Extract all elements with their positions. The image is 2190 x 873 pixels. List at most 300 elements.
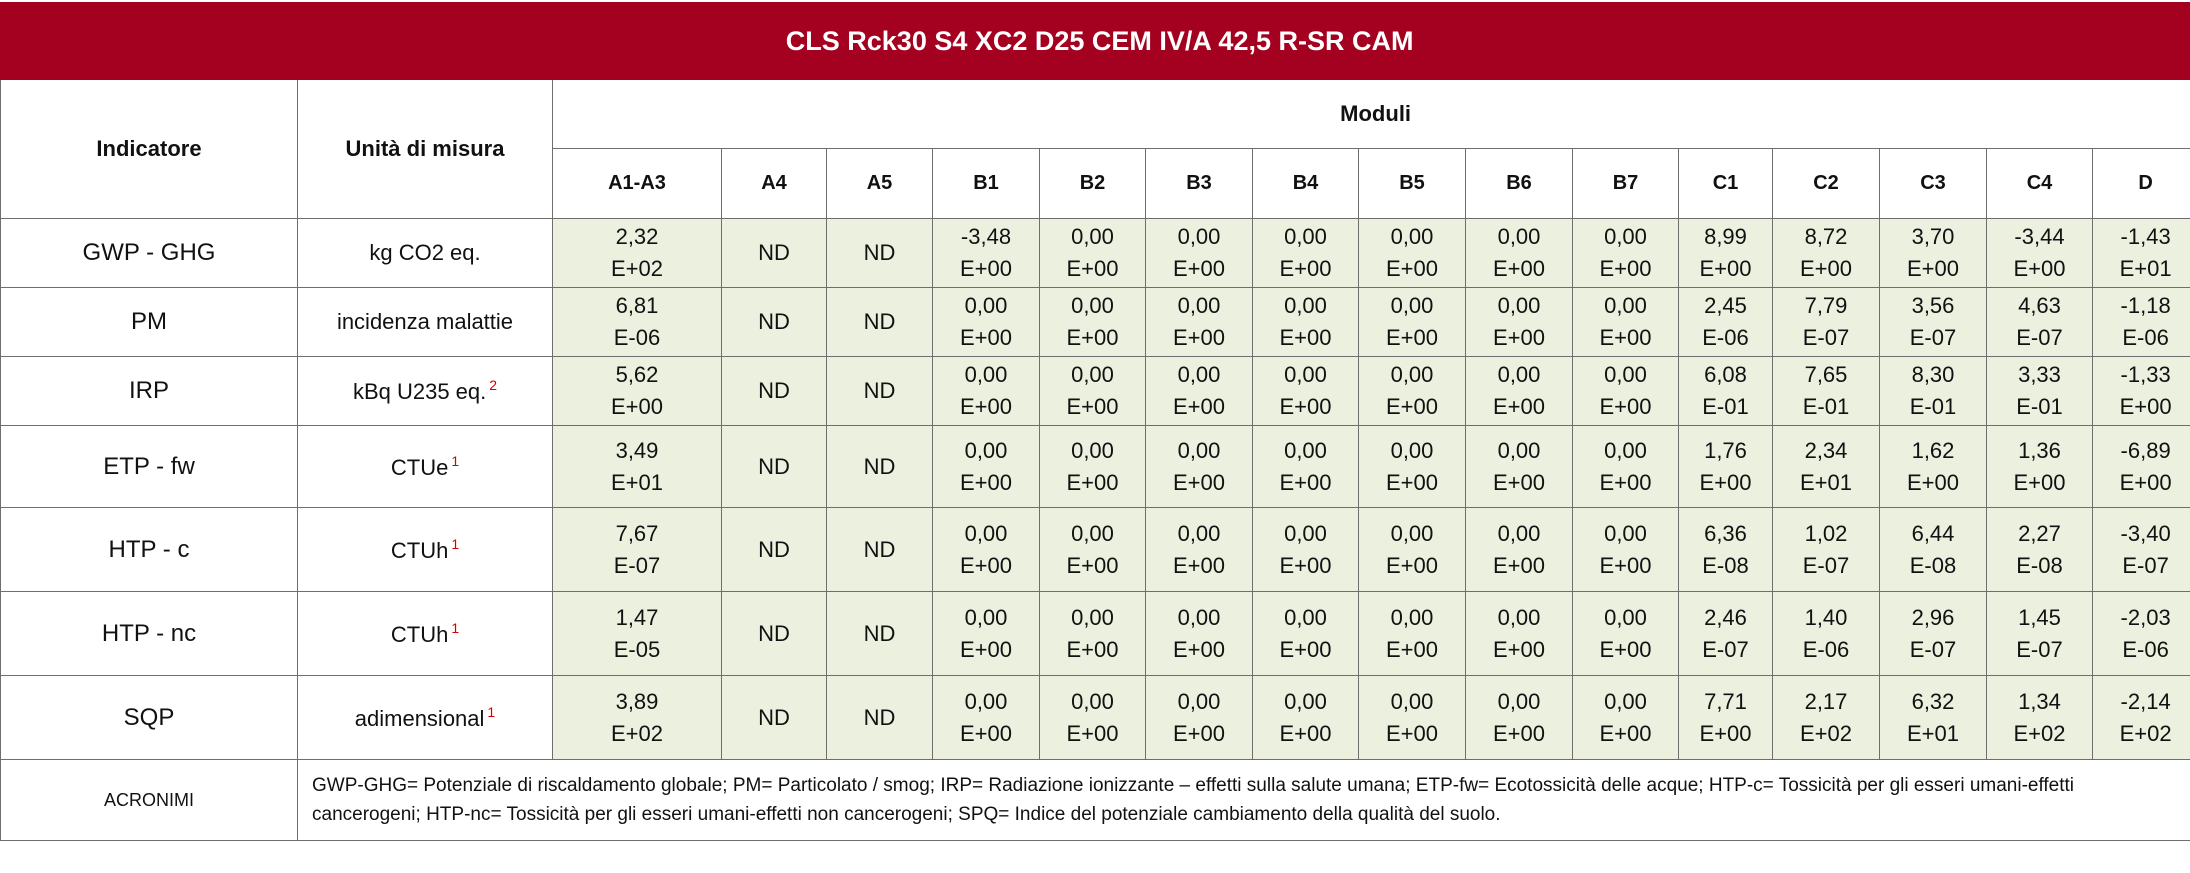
value-cell-a4 [722,426,827,508]
module-header-b1: B1 [933,149,1040,219]
value-cell-b3 [1146,219,1253,288]
value-cell-b6 [1466,357,1573,426]
module-header-b6: B6 [1466,149,1573,219]
value-cell-b2 [1040,508,1146,592]
value-mantissa: 0,00 [1071,688,1114,714]
value-exponent: E+00 [1493,720,1545,746]
value-mantissa: 6,08 [1704,362,1747,387]
module-header-a4: A4 [722,149,827,219]
value-exponent: E+00 [1386,325,1438,350]
value-exponent: E+00 [1386,552,1438,578]
value-exponent: E+00 [1173,256,1225,281]
value-cell-a1-a3 [553,426,722,508]
value-exponent: E+00 [1279,552,1332,578]
value-exponent: E-06 [1702,325,1749,350]
value-mantissa: 3,70 [1911,224,1955,249]
value-mantissa: -2,14 [2120,688,2171,714]
value-mantissa: 1,40 [1804,604,1848,630]
module-header-b7: B7 [1573,149,1679,219]
value-mantissa: 0,00 [1071,520,1114,546]
value-cell-c4 [1987,508,2093,592]
module-header-c1: C1 [1679,149,1773,219]
value-exponent: E+00 [1493,552,1545,578]
value-mantissa: 0,00 [964,688,1008,714]
value-mantissa: 2,46 [1704,604,1747,630]
value-mantissa: 2,96 [1911,604,1955,630]
value-exponent: E+00 [2013,256,2066,281]
value-exponent: E-07 [1802,325,1850,350]
value-cell-a1-a3 [553,288,722,357]
value-cell-b4 [1253,592,1359,676]
table-row [1,508,2190,592]
unit-cell [298,219,553,288]
value-cell-d [2093,592,2190,676]
value-cell-b3 [1146,426,1253,508]
value-exponent: E+01 [2119,256,2172,281]
value-cell-c1 [1679,288,1773,357]
module-header-b2: B2 [1040,149,1146,219]
value-mantissa: 1,45 [2018,604,2061,630]
value-cell-a4 [722,508,827,592]
value-exponent: E-08 [2016,552,2063,578]
value-mantissa: -1,33 [2120,362,2171,387]
value-cell-b4 [1253,288,1359,357]
indicator-cell: ETP - fw [1,426,298,508]
value-mantissa: 0,00 [1177,688,1221,714]
value-text: ND [863,704,896,730]
value-exponent: E+00 [1599,552,1652,578]
value-exponent: E+00 [1173,636,1225,662]
value-cell-c2 [1773,676,1880,760]
value-cell-b6 [1466,426,1573,508]
unit-label: kg CO2 eq. [369,240,481,265]
value-cell-b1 [933,592,1040,676]
value-cell-b2 [1040,219,1146,288]
value-mantissa: 0,00 [1390,437,1434,463]
module-header-a1-a3: A1-A3 [553,149,722,219]
module-header-d: D [2093,149,2190,219]
value-exponent: E-01 [1909,394,1957,419]
unit-label: kBq U235 eq. [352,379,487,404]
value-mantissa: 7,71 [1704,688,1747,714]
value-mantissa: 0,00 [1497,520,1541,546]
value-mantissa: 0,00 [1390,293,1434,318]
value-mantissa: 6,81 [615,293,659,318]
value-mantissa: 0,00 [1284,362,1327,387]
value-cell-b6 [1466,219,1573,288]
value-exponent: E+00 [960,636,1012,662]
value-exponent: E+00 [1066,325,1119,350]
value-cell-b6 [1466,592,1573,676]
indicator-cell: SQP [1,676,298,760]
value-cell-b7 [1573,288,1679,357]
value-exponent: E+00 [960,256,1012,281]
value-exponent: E+00 [611,394,663,419]
value-exponent: E+00 [1173,325,1225,350]
value-cell-b1 [933,426,1040,508]
value-exponent: E+02 [1800,720,1852,746]
value-exponent: E+00 [1173,720,1225,746]
value-mantissa: 0,00 [1071,437,1114,463]
value-cell-a4 [722,288,827,357]
indicator-cell: IRP [1,357,298,426]
value-exponent: E+00 [1279,325,1332,350]
value-cell-b1 [933,676,1040,760]
value-exponent: E+00 [1386,720,1438,746]
value-mantissa: 0,00 [1390,362,1434,387]
value-mantissa: 1,34 [2018,688,2061,714]
value-mantissa: 6,32 [1911,688,1955,714]
value-exponent: E+00 [1386,469,1438,495]
value-cell-c1 [1679,592,1773,676]
value-exponent: E-07 [1702,636,1749,662]
value-cell-c4 [1987,426,2093,508]
value-mantissa: 0,00 [1071,293,1114,318]
value-mantissa: 0,00 [1390,604,1434,630]
value-mantissa: 4,63 [2018,293,2061,318]
value-exponent: E-07 [1909,325,1957,350]
value-mantissa: 1,62 [1911,437,1955,463]
value-cell-c4 [1987,288,2093,357]
footnote-marker: 1 [451,452,460,469]
value-cell-c1 [1679,426,1773,508]
value-exponent: E+00 [1173,394,1225,419]
value-exponent: E+00 [1493,256,1545,281]
value-exponent: E+00 [1279,636,1332,662]
value-cell-a1-a3 [553,676,722,760]
value-cell-b2 [1040,676,1146,760]
value-cell-c1 [1679,219,1773,288]
value-text: ND [758,704,790,730]
value-exponent: E+00 [1599,325,1652,350]
value-mantissa: 2,32 [615,224,659,249]
value-cell-a1-a3 [553,508,722,592]
value-exponent: E+00 [2013,469,2066,495]
value-cell-c2 [1773,288,1880,357]
value-mantissa: 1,76 [1704,437,1747,463]
value-cell-b5 [1359,219,1466,288]
value-exponent: E+00 [1066,636,1119,662]
value-cell-b5 [1359,426,1466,508]
unit-label: incidenza malattie [336,309,514,334]
value-cell-c1 [1679,508,1773,592]
value-mantissa: 2,45 [1704,293,1747,318]
value-cell-d [2093,426,2190,508]
value-cell-a1-a3 [553,592,722,676]
unit-cell [298,676,553,760]
value-mantissa: 0,00 [964,437,1008,463]
value-exponent: E+00 [1279,256,1332,281]
value-exponent: E+00 [2119,469,2172,495]
value-cell-b3 [1146,592,1253,676]
value-cell-b7 [1573,508,1679,592]
value-mantissa: 6,36 [1704,520,1747,546]
value-exponent: E+00 [960,552,1012,578]
value-exponent: E+02 [611,720,663,746]
value-cell-c4 [1987,357,2093,426]
value-exponent: E+00 [1279,720,1332,746]
value-exponent: E-01 [2016,394,2063,419]
value-exponent: E+00 [1066,720,1119,746]
value-cell-b3 [1146,288,1253,357]
value-cell-b4 [1253,508,1359,592]
value-exponent: E+02 [611,256,663,281]
value-cell-b4 [1253,357,1359,426]
value-exponent: E+00 [1599,394,1652,419]
value-mantissa: 0,00 [1177,604,1221,630]
value-mantissa: 0,00 [1177,437,1221,463]
value-cell-c2 [1773,357,1880,426]
value-cell-c2 [1773,426,1880,508]
value-cell-b5 [1359,592,1466,676]
value-exponent: E+00 [2119,394,2172,419]
value-mantissa: 0,00 [964,604,1008,630]
value-cell-b2 [1040,357,1146,426]
footnote-marker: 2 [489,377,498,393]
acronyms-text: GWP-GHG= Potenziale di riscaldamento globale; PM= Particolato / smog; IRP= Radiazione ionizzante – effetti sulla salute umana; ETP-fw= Ecotossicità delle acque; HTP-c= Tossicità per gli esseri umani-effetti cancerogeni; HTP-nc= Tossicità per gli esseri umani-effetti non cancerogeni; SPQ= Indice del potenziale cambiamento della qualità del suolo. [298,760,2190,841]
value-cell-b3 [1146,357,1253,426]
value-text: ND [758,453,790,479]
value-mantissa: 0,00 [1071,224,1114,249]
value-mantissa: 0,00 [1497,293,1541,318]
value-exponent: E-07 [613,552,661,578]
value-mantissa: 0,00 [1284,688,1327,714]
module-header-a5: A5 [827,149,933,219]
value-exponent: E+00 [1599,256,1652,281]
value-mantissa: -3,40 [2120,520,2171,546]
unit-cell [298,508,553,592]
value-mantissa: -1,18 [2120,293,2171,318]
value-exponent: E-08 [1702,552,1749,578]
value-cell-c1 [1679,676,1773,760]
value-exponent: E+00 [1386,394,1438,419]
value-cell-a5 [827,288,933,357]
value-exponent: E+00 [1699,256,1752,281]
footnote-marker: 1 [451,619,460,636]
value-text: ND [758,240,790,265]
value-cell-a4 [722,592,827,676]
value-mantissa: -2,03 [2120,604,2171,630]
value-cell-a5 [827,592,933,676]
value-mantissa: 2,17 [1804,688,1848,714]
value-exponent: E+01 [611,469,663,495]
value-mantissa: 0,00 [1284,604,1327,630]
value-cell-a5 [827,676,933,760]
value-exponent: E+00 [1386,636,1438,662]
value-cell-b5 [1359,288,1466,357]
value-mantissa: 1,47 [615,604,659,630]
value-mantissa: 0,00 [1497,688,1541,714]
table-row [1,676,2190,760]
table-body [1,219,2190,841]
value-exponent: E+00 [960,325,1012,350]
value-cell-b7 [1573,357,1679,426]
value-cell-b7 [1573,426,1679,508]
value-cell-b3 [1146,508,1253,592]
value-mantissa: 7,65 [1804,362,1848,387]
indicator-cell: HTP - c [1,508,298,592]
value-mantissa: 2,27 [2018,520,2061,546]
value-exponent: E+00 [1599,469,1652,495]
value-mantissa: 0,00 [964,293,1008,318]
value-exponent: E+00 [1493,325,1545,350]
value-cell-b2 [1040,592,1146,676]
value-cell-b2 [1040,288,1146,357]
value-text: ND [758,620,790,646]
value-cell-b3 [1146,676,1253,760]
indicator-header: Indicatore [1,80,298,219]
modules-header: Moduli [553,80,2190,149]
value-exponent: E+00 [1173,469,1225,495]
value-cell-c3 [1880,219,1987,288]
value-mantissa: 0,00 [1497,604,1541,630]
value-exponent: E+00 [1907,256,1959,281]
value-cell-c4 [1987,219,2093,288]
value-exponent: E+02 [2119,720,2172,746]
value-cell-b6 [1466,508,1573,592]
value-mantissa: 0,00 [1604,520,1647,546]
value-mantissa: 0,00 [1071,362,1114,387]
value-mantissa: 0,00 [1177,362,1221,387]
value-exponent: E-08 [1909,552,1957,578]
unit-cell [298,426,553,508]
value-cell-a1-a3 [553,357,722,426]
value-exponent: E+00 [1066,394,1119,419]
value-cell-c3 [1880,676,1987,760]
value-mantissa: -3,48 [960,224,1012,249]
value-cell-a5 [827,508,933,592]
value-exponent: E+00 [1493,636,1545,662]
table-row [1,219,2190,288]
indicator-cell: GWP - GHG [1,219,298,288]
value-exponent: E-06 [2122,325,2169,350]
value-cell-a4 [722,676,827,760]
value-mantissa: 5,62 [615,362,659,387]
value-cell-d [2093,357,2190,426]
value-text: ND [863,453,896,479]
value-mantissa: 1,02 [1804,520,1848,546]
value-cell-d [2093,288,2190,357]
value-exponent: E-07 [1802,552,1850,578]
value-exponent: E+00 [960,469,1012,495]
value-exponent: E+02 [2013,720,2066,746]
unit-label: adimensional [354,705,485,731]
value-mantissa: 3,89 [615,688,659,714]
unit-cell [298,357,553,426]
value-exponent: E+00 [1599,720,1652,746]
value-exponent: E-07 [2122,552,2169,578]
value-cell-b4 [1253,219,1359,288]
value-cell-b4 [1253,676,1359,760]
table-row [1,288,2190,357]
value-cell-d [2093,219,2190,288]
value-text: ND [863,309,896,334]
value-mantissa: 8,30 [1911,362,1955,387]
acronyms-row [1,760,2190,841]
value-mantissa: 0,00 [964,520,1008,546]
value-exponent: E-05 [613,636,661,662]
value-cell-c2 [1773,508,1880,592]
footnote-marker: 1 [487,703,496,720]
module-header-c3: C3 [1880,149,1987,219]
value-mantissa: 1,36 [2018,437,2061,463]
value-cell-b5 [1359,676,1466,760]
value-mantissa: 6,44 [1911,520,1955,546]
table-row [1,426,2190,508]
value-exponent: E+00 [1279,469,1332,495]
value-exponent: E+00 [1907,469,1959,495]
value-exponent: E-01 [1702,394,1749,419]
value-exponent: E+00 [1699,720,1752,746]
value-text: ND [758,309,790,334]
value-cell-b4 [1253,426,1359,508]
value-mantissa: -1,43 [2120,224,2171,249]
value-text: ND [758,378,790,403]
value-cell-a5 [827,357,933,426]
value-cell-a4 [722,219,827,288]
value-exponent: E+00 [960,394,1012,419]
value-mantissa: 0,00 [1604,437,1647,463]
value-exponent: E-07 [2016,636,2063,662]
value-mantissa: 0,00 [1497,224,1541,249]
value-exponent: E+00 [1386,256,1438,281]
value-cell-b2 [1040,426,1146,508]
value-mantissa: 0,00 [1604,688,1647,714]
value-mantissa: 0,00 [1390,224,1434,249]
table-row [1,357,2190,426]
value-mantissa: 0,00 [1497,362,1541,387]
value-cell-c1 [1679,357,1773,426]
value-mantissa: 0,00 [1177,224,1221,249]
value-mantissa: 0,00 [1071,604,1114,630]
value-mantissa: 0,00 [1497,437,1541,463]
value-text: ND [863,620,896,646]
value-mantissa: 0,00 [1284,437,1327,463]
value-mantissa: 0,00 [1284,224,1327,249]
indicator-cell: PM [1,288,298,357]
value-exponent: E-01 [1802,394,1850,419]
value-cell-a4 [722,357,827,426]
value-exponent: E+00 [1066,552,1119,578]
value-exponent: E+01 [1907,720,1959,746]
value-mantissa: 8,99 [1704,224,1747,249]
unit-label: CTUh [390,621,449,647]
value-exponent: E+00 [1066,256,1119,281]
value-cell-c2 [1773,592,1880,676]
value-exponent: E+00 [1800,256,1852,281]
value-mantissa: 7,67 [615,520,659,546]
module-header-c4: C4 [1987,149,2093,219]
value-cell-c3 [1880,288,1987,357]
table-title: CLS Rck30 S4 XC2 D25 CEM IV/A 42,5 R-SR CAM [1,3,2190,80]
value-exponent: E-06 [613,325,661,350]
value-cell-b6 [1466,676,1573,760]
indicator-cell: HTP - nc [1,592,298,676]
value-cell-c3 [1880,357,1987,426]
value-mantissa: -3,44 [2014,224,2065,249]
value-mantissa: 0,00 [1177,520,1221,546]
value-mantissa: 0,00 [1390,688,1434,714]
value-mantissa: 3,33 [2018,362,2061,387]
value-mantissa: -6,89 [2120,437,2171,463]
value-exponent: E-07 [2016,325,2063,350]
value-cell-d [2093,508,2190,592]
value-text: ND [863,378,896,403]
value-cell-a1-a3 [553,219,722,288]
module-header-c2: C2 [1773,149,1880,219]
value-cell-b7 [1573,219,1679,288]
table-row [1,592,2190,676]
